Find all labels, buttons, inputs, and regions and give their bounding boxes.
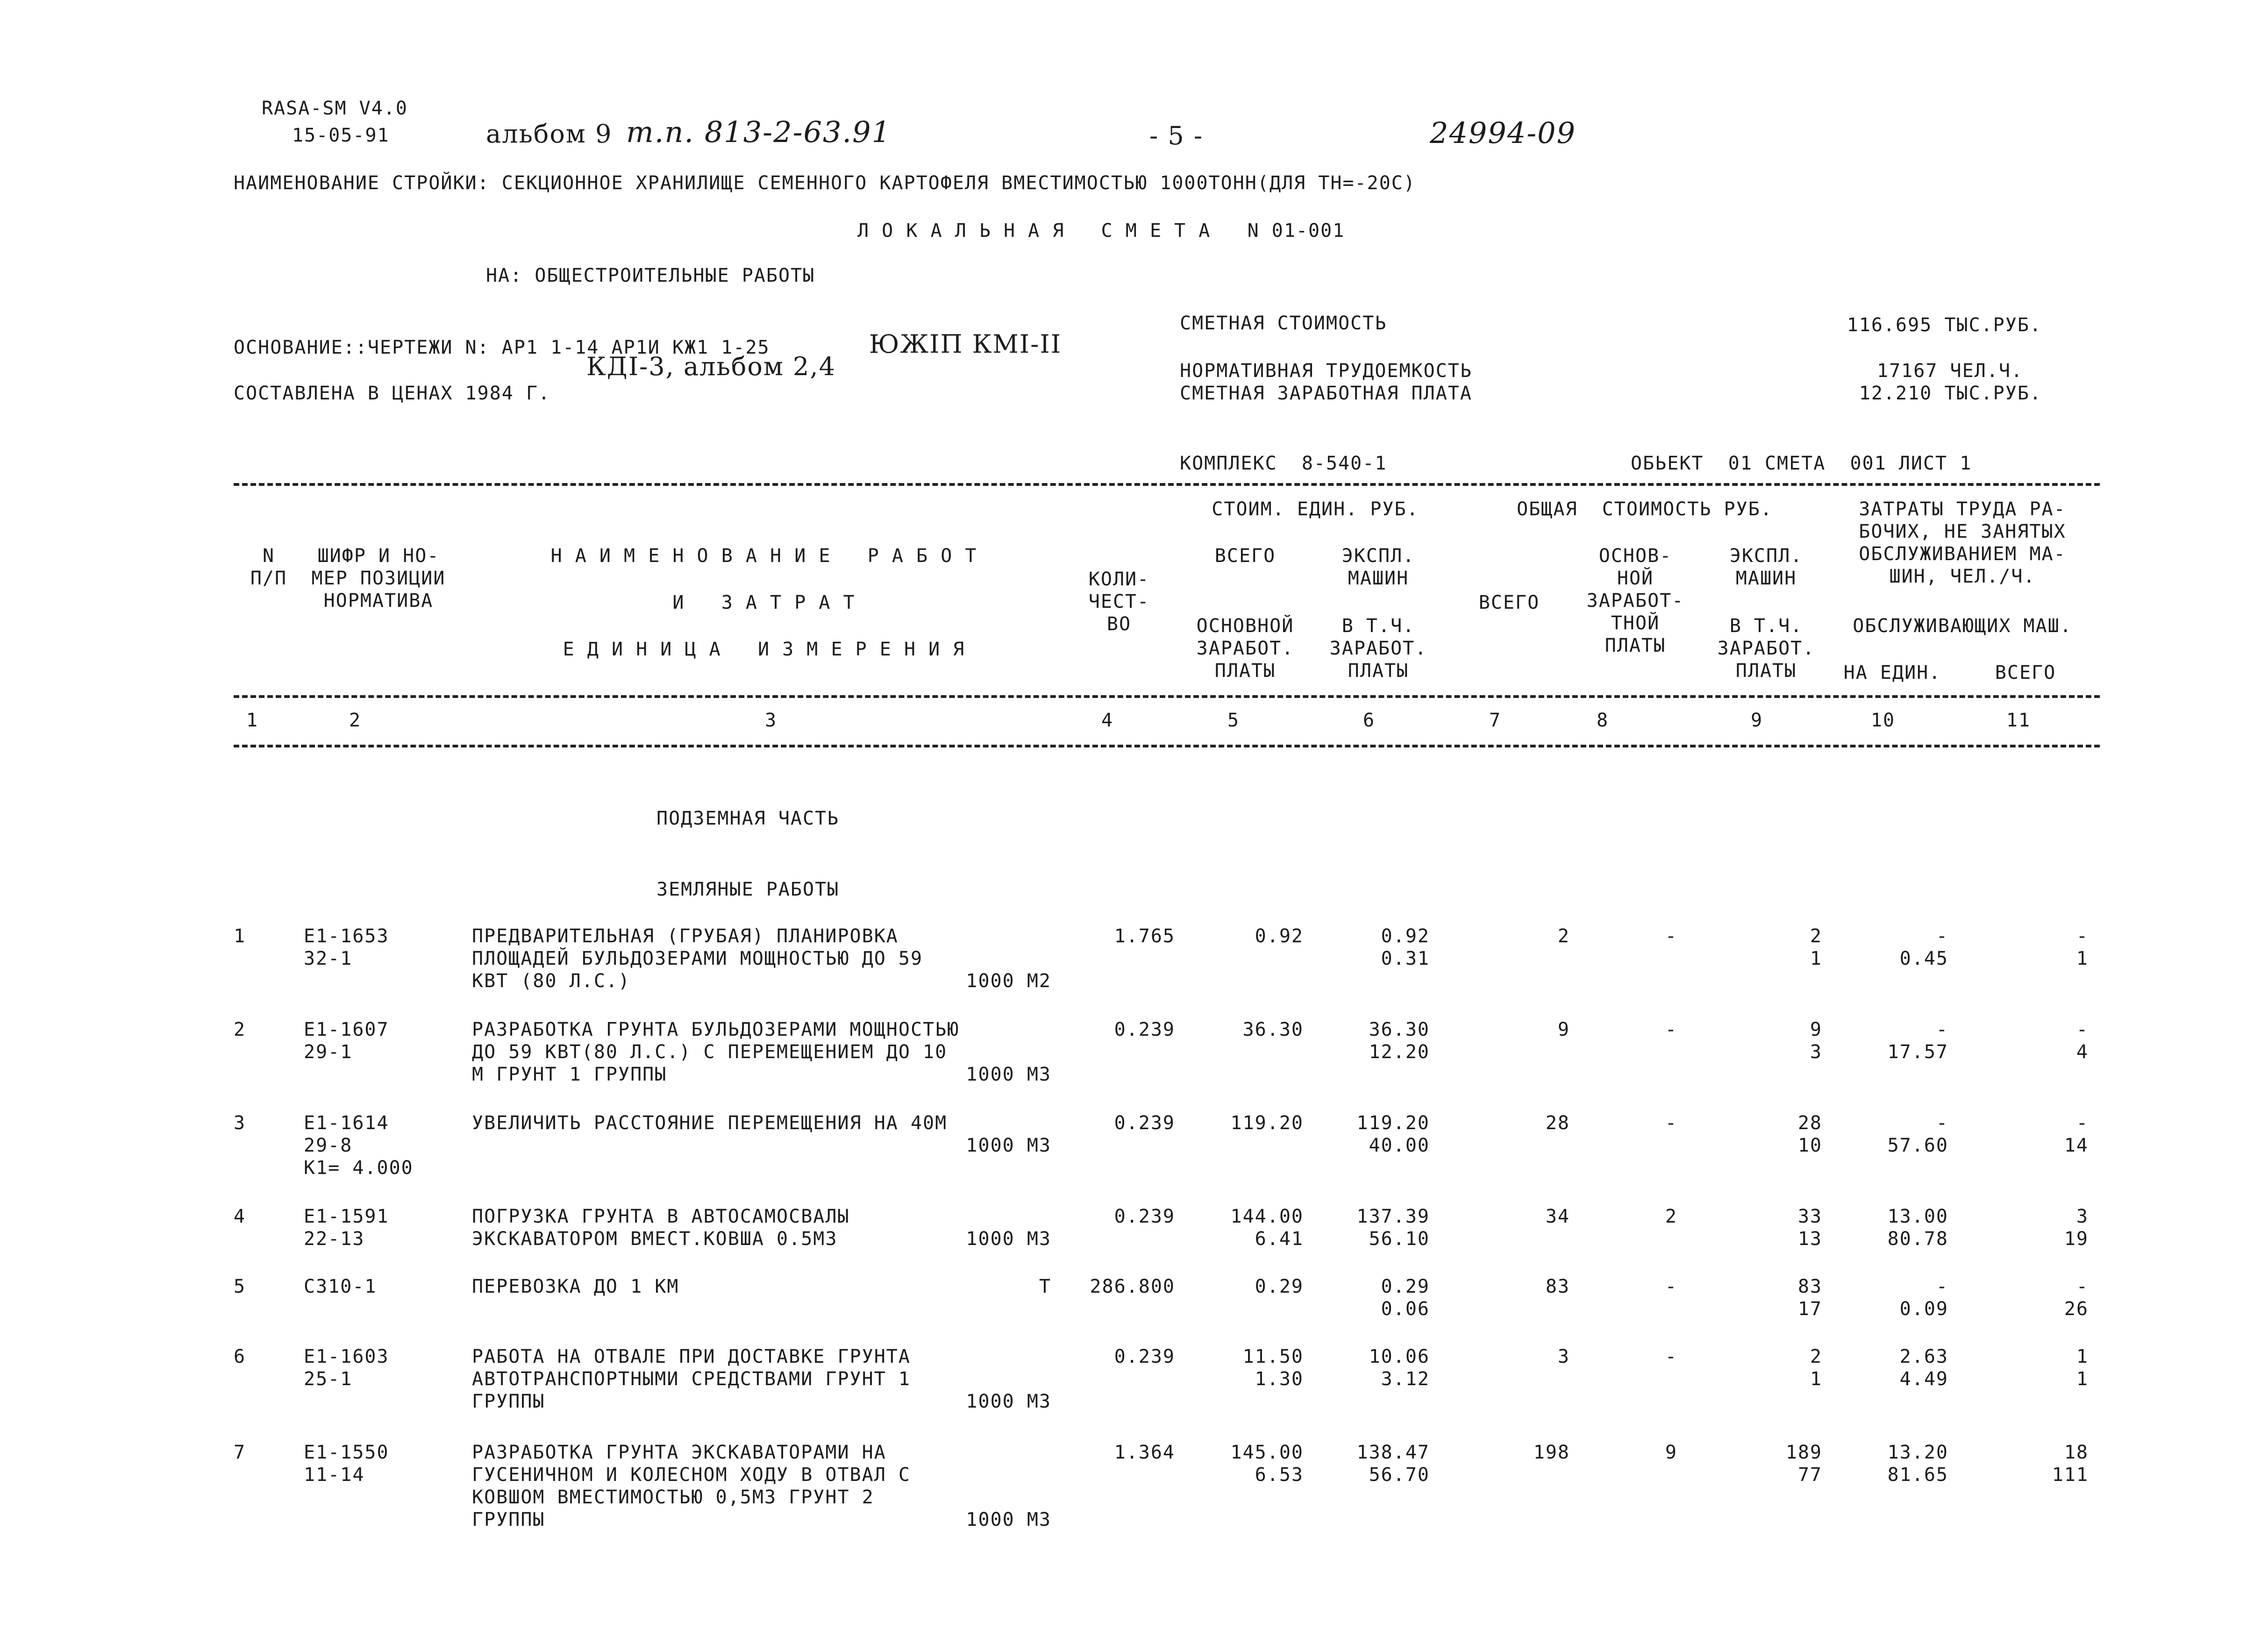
row-code: Е1-1614 29-8 К1= 4.000 (304, 1112, 414, 1179)
column-number: 9 (1750, 710, 1763, 731)
row-unit-machine: 138.47 56.70 (1356, 1442, 1430, 1486)
row-labor-total: 1 1 (2076, 1346, 2089, 1390)
row-unit-cost: 0.29 (1255, 1276, 1304, 1297)
row-number: 1 (234, 925, 246, 947)
row-name: ПЕРЕВОЗКА ДО 1 КМ (472, 1276, 679, 1297)
row-labor-total: - 26 (2064, 1276, 2089, 1320)
prices-line: СОСТАВЛЕНА В ЦЕНАХ 1984 Г. (234, 383, 551, 404)
row-unit-machine: 137.39 56.10 (1356, 1206, 1430, 1250)
header-col-number: N П/П (250, 545, 287, 589)
row-unit: 1000 М3 (966, 1391, 1051, 1412)
row-labor-total: - 14 (2064, 1112, 2089, 1156)
header-col-code: ШИФР И НО- МЕР ПОЗИЦИИ НОРМАТИВА (311, 545, 446, 612)
row-quantity: 0.239 (1114, 1346, 1175, 1367)
column-number: 10 (1870, 710, 1896, 731)
row-machine: 83 17 (1797, 1276, 1822, 1320)
row-labor-total: 3 19 (2064, 1206, 2089, 1250)
row-labor-unit: 2.63 4.49 (1899, 1346, 1948, 1390)
row-machine: 189 77 (1785, 1442, 1822, 1486)
complex-line: КОМПЛЕКС 8-540-1 (1180, 453, 1387, 474)
header-total-incl-wage: В Т.Ч. ЗАРАБОТ. ПЛАТЫ (1717, 615, 1815, 682)
row-number: 7 (234, 1442, 246, 1463)
header-col-name-c: Е Д И Н И Ц А И З М Е Р Е Н И Я (563, 639, 965, 660)
row-name: УВЕЛИЧИТЬ РАССТОЯНИЕ ПЕРЕМЕЩЕНИЯ НА 40М (472, 1112, 948, 1134)
column-number: 5 (1227, 710, 1240, 731)
row-name: ПРЕДВАРИТЕЛЬНАЯ (ГРУБАЯ) ПЛАНИРОВКА ПЛОЩАДЕЙ БУЛЬДОЗЕРАМИ МОЩНОСТЬЮ ДО 59 КВТ (80 Л.С.) (472, 925, 923, 992)
header-total-all: ВСЕГО (1478, 592, 1540, 613)
row-unit: 1000 М3 (966, 1509, 1051, 1530)
header-total-basic-wage: ОСНОВ- НОЙ ЗАРАБОТ- ТНОЙ ПЛАТЫ (1586, 545, 1684, 656)
header-unit-basic-wage: ОСНОВНОЙ ЗАРАБОТ. ПЛАТЫ (1196, 615, 1294, 682)
row-quantity: 286.800 (1090, 1276, 1175, 1297)
row-basic-wage: - (1665, 1276, 1677, 1297)
summary-cost-value: 116.695 ТЫС.РУБ. (1847, 314, 2042, 336)
row-unit-machine: 36.30 12.20 (1369, 1019, 1430, 1063)
row-total: 28 (1545, 1112, 1570, 1134)
row-unit: 1000 М3 (966, 1064, 1051, 1085)
row-machine: 33 13 (1797, 1206, 1822, 1250)
row-basic-wage: - (1665, 1019, 1677, 1040)
summary-labor-value: 17167 ЧЕЛ.Ч. (1877, 360, 2023, 382)
row-labor-unit: - 57.60 (1887, 1112, 1948, 1156)
row-unit-machine: 0.29 0.06 (1381, 1276, 1430, 1320)
row-total: 34 (1545, 1206, 1570, 1227)
column-number: 8 (1596, 710, 1609, 731)
row-labor-unit: - 0.45 (1899, 925, 1948, 969)
header-unit-cost: СТОИМ. ЕДИН. РУБ. (1212, 498, 1419, 520)
row-machine: 2 1 (1810, 925, 1822, 969)
project-name: НАИМЕНОВАНИЕ СТРОЙКИ: СЕКЦИОННОЕ ХРАНИЛИЩЕ СЕМЕННОГО КАРТОФЕЛЯ ВМЕСТИМОСТЬЮ 1000ТОНН(ДЛЯ ТН=-20С) (234, 172, 1416, 194)
row-number: 2 (234, 1019, 246, 1040)
row-unit-cost: 0.92 (1255, 925, 1304, 947)
header-col-quantity: КОЛИ- ЧЕСТ- ВО (1088, 569, 1150, 635)
row-unit-machine: 10.06 3.12 (1369, 1346, 1430, 1390)
row-code: Е1-1653 32-1 (304, 925, 389, 969)
header-bottom-rule (234, 695, 2100, 698)
summary-cost-label: СМЕТНАЯ СТОИМОСТЬ (1180, 313, 1387, 334)
row-number: 3 (234, 1112, 246, 1134)
row-number: 4 (234, 1206, 246, 1227)
row-unit: 1000 М3 (966, 1228, 1051, 1250)
summary-labor-label: НОРМАТИВНАЯ ТРУДОЕМКОСТЬ (1180, 360, 1472, 382)
row-quantity: 1.765 (1114, 925, 1175, 947)
column-number-rule (234, 745, 2100, 747)
row-total: 9 (1557, 1019, 1570, 1040)
document-number: 24994-09 (1430, 116, 1576, 150)
row-total: 83 (1545, 1276, 1570, 1297)
header-labor-total: ВСЕГО (1995, 662, 2056, 683)
basis-line: ОСНОВАНИЕ::ЧЕРТЕЖИ N: АР1 1-14 АР1И КЖ1 1-25 (234, 337, 770, 358)
column-number: 4 (1101, 710, 1114, 731)
row-basic-wage: 2 (1665, 1206, 1677, 1227)
header-total-cost: ОБЩАЯ СТОИМОСТЬ РУБ. (1517, 498, 1773, 520)
row-labor-unit: 13.00 80.78 (1887, 1206, 1948, 1250)
row-number: 6 (234, 1346, 246, 1367)
row-quantity: 0.239 (1114, 1206, 1175, 1227)
row-machine: 28 10 (1797, 1112, 1822, 1156)
row-unit: 1000 М2 (966, 970, 1051, 992)
basis-handwritten-album: КДI-3, альбом 2,4 (586, 352, 836, 381)
header-labor: ЗАТРАТЫ ТРУДА РА- БОЧИХ, НЕ ЗАНЯТЫХ ОБСЛУЖИВАНИЕМ МА- ШИН, ЧЕЛ./Ч. (1859, 498, 2066, 587)
header-col-name-a: Н А И М Е Н О В А Н И Е Р А Б О Т (550, 545, 977, 567)
header-unit-total: ВСЕГО (1214, 545, 1276, 567)
row-name: РАЗРАБОТКА ГРУНТА ЭКСКАВАТОРАМИ НА ГУСЕНИЧНОМ И КОЛЕСНОМ ХОДУ В ОТВАЛ С КОВШОМ ВМЕСТИМОСТЬЮ 0,5М3 ГРУНТ 2 ГРУППЫ (472, 1442, 911, 1530)
row-name: РАЗРАБОТКА ГРУНТА БУЛЬДОЗЕРАМИ МОЩНОСТЬЮ ДО 59 КВТ(80 Л.С.) С ПЕРЕМЕЩЕНИЕМ ДО 10 М ГРУНТ 1 ГРУППЫ (472, 1019, 960, 1085)
row-labor-unit: 13.20 81.65 (1887, 1442, 1948, 1486)
row-basic-wage: - (1665, 925, 1677, 947)
row-name: ПОГРУЗКА ГРУНТА В АВТОСАМОСВАЛЫ ЭКСКАВАТОРОМ ВМЕСТ.КОВША 0.5М3 (472, 1206, 850, 1250)
row-machine: 9 3 (1810, 1019, 1822, 1063)
report-date: 15-05-91 (292, 125, 390, 146)
header-labor-machines: ОБСЛУЖИВАЮЩИХ МАШ. (1853, 615, 2072, 637)
object-line: ОБЬЕКТ 01 СМЕТА 001 ЛИСТ 1 (1631, 453, 1972, 474)
row-unit-cost: 11.50 1.30 (1242, 1346, 1304, 1390)
row-unit-machine: 119.20 40.00 (1356, 1112, 1430, 1156)
row-machine: 2 1 (1810, 1346, 1822, 1390)
column-number: 7 (1489, 710, 1502, 731)
row-quantity: 0.239 (1114, 1112, 1175, 1134)
document-title: Л О К А Л Ь Н А Я С М Е Т А N 01-001 (857, 220, 1345, 242)
basis-handwritten-addition: ЮЖIП КМI-II (869, 329, 1062, 359)
work-type: НА: ОБЩЕСТРОИТЕЛЬНЫЕ РАБОТЫ (486, 265, 815, 286)
program-version: RASA-SM V4.0 (262, 98, 408, 119)
row-code: Е1-1603 25-1 (304, 1346, 389, 1390)
row-basic-wage: 9 (1665, 1442, 1677, 1463)
row-quantity: 1.364 (1114, 1442, 1175, 1463)
row-code: Е1-1550 11-14 (304, 1442, 389, 1486)
summary-wage-label: СМЕТНАЯ ЗАРАБОТНАЯ ПЛАТА (1180, 383, 1472, 404)
section-title: ПОДЗЕМНАЯ ЧАСТЬ (656, 808, 840, 829)
row-unit: 1000 М3 (966, 1135, 1051, 1156)
row-quantity: 0.239 (1114, 1019, 1175, 1040)
row-total: 2 (1557, 925, 1570, 947)
column-number: 11 (2006, 710, 2031, 731)
row-total: 3 (1557, 1346, 1570, 1367)
row-unit-cost: 145.00 6.53 (1230, 1442, 1304, 1486)
row-labor-unit: - 0.09 (1899, 1276, 1948, 1320)
header-labor-unit: НА ЕДИН. (1843, 662, 1941, 683)
page-number: - 5 - (1149, 121, 1204, 150)
header-unit-machine: ЭКСПЛ. МАШИН (1341, 545, 1415, 589)
handwritten-reference: т.п. 813-2-63.91 (626, 115, 892, 149)
column-number: 2 (349, 710, 362, 731)
header-total-machine: ЭКСПЛ. МАШИН (1729, 545, 1803, 589)
row-unit-machine: 0.92 0.31 (1381, 925, 1430, 969)
row-code: Е1-1607 29-1 (304, 1019, 389, 1063)
row-labor-total: - 1 (2076, 925, 2089, 969)
column-number: 1 (246, 710, 259, 731)
row-labor-total: - 4 (2076, 1019, 2089, 1063)
header-unit-incl-wage: В Т.Ч. ЗАРАБОТ. ПЛАТЫ (1329, 615, 1427, 682)
subsection-title: ЗЕМЛЯНЫЕ РАБОТЫ (656, 879, 840, 900)
row-unit-cost: 144.00 6.41 (1230, 1206, 1304, 1250)
row-name: РАБОТА НА ОТВАЛЕ ПРИ ДОСТАВКЕ ГРУНТА АВТОТРАНСПОРТНЫМИ СРЕДСТВАМИ ГРУНТ 1 ГРУППЫ (472, 1346, 911, 1412)
row-basic-wage: - (1665, 1346, 1677, 1367)
summary-wage-value: 12.210 ТЫС.РУБ. (1859, 383, 2042, 404)
row-unit-cost: 36.30 (1242, 1019, 1304, 1040)
header-col-name-b: И З А Т Р А Т (672, 592, 856, 613)
row-code: Е1-1591 22-13 (304, 1206, 389, 1250)
row-unit: Т (1039, 1276, 1051, 1297)
row-unit-cost: 119.20 (1230, 1112, 1304, 1134)
row-code: С310-1 (304, 1276, 377, 1297)
column-number: 3 (764, 710, 777, 731)
row-total: 198 (1533, 1442, 1570, 1463)
album-label: альбом 9 (486, 119, 613, 149)
row-labor-unit: - 17.57 (1887, 1019, 1948, 1063)
column-number: 6 (1362, 710, 1376, 731)
row-labor-total: 18 111 (2052, 1442, 2089, 1486)
row-number: 5 (234, 1276, 246, 1297)
row-basic-wage: - (1665, 1112, 1677, 1134)
table-top-rule (234, 483, 2100, 486)
